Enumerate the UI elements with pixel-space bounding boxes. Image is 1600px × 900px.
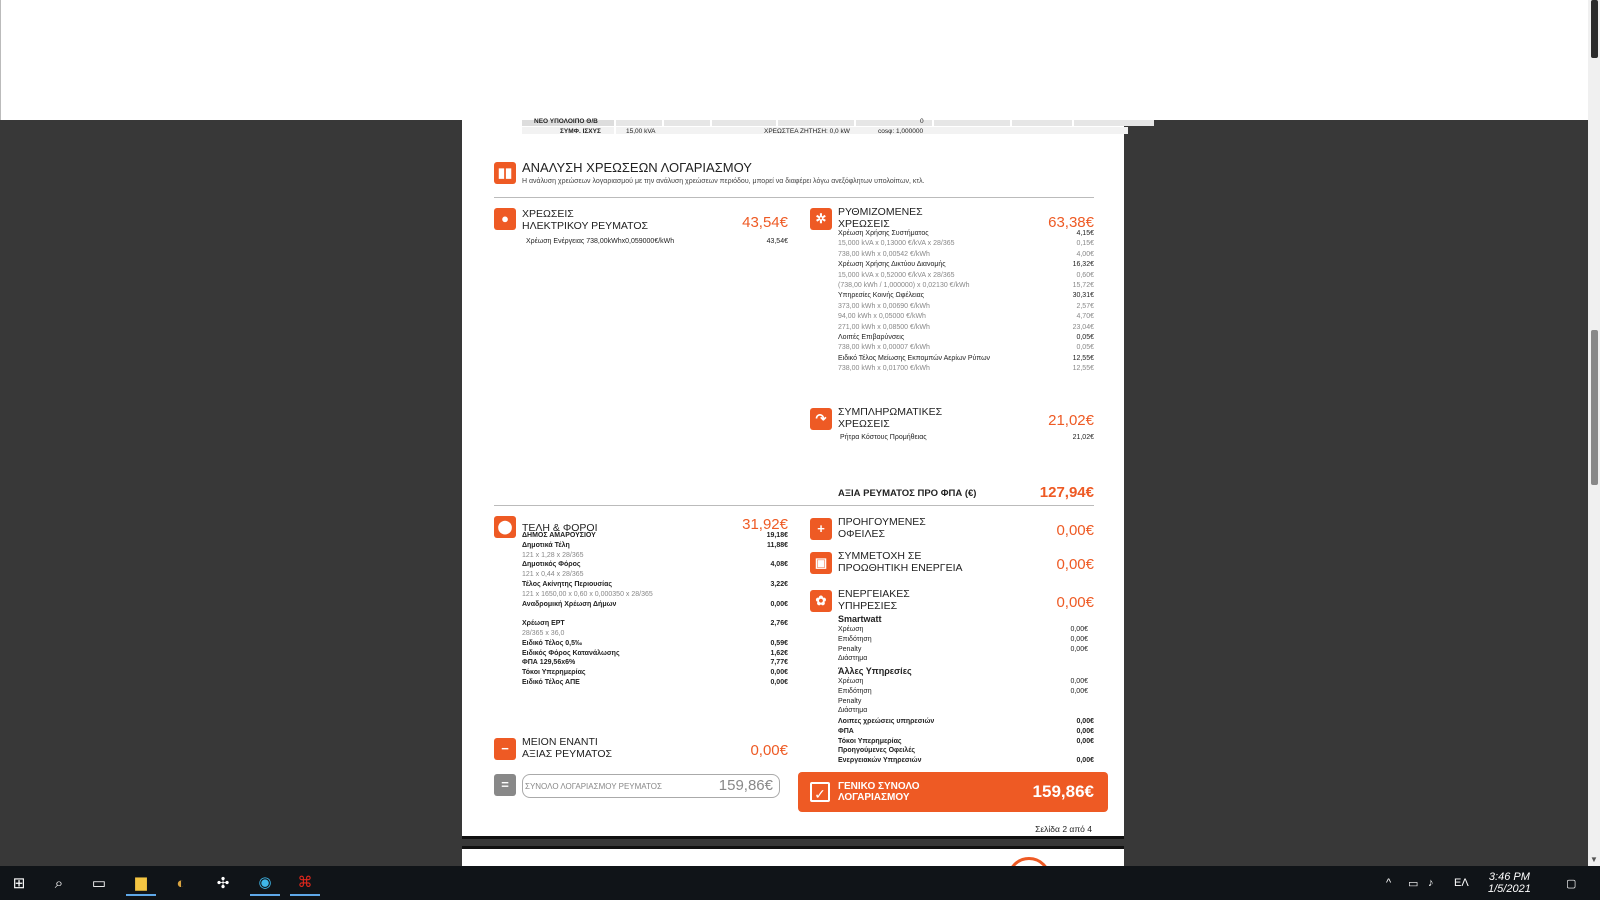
account-total-label: ΣΥΝΟΛΟ ΛΟΓΑΡΙΑΣΜΟΥ ΡΕΥΜΑΤΟΣ [525, 782, 662, 791]
location-pin-icon: ⬤ [494, 516, 516, 538]
grand-total-title-2: ΛΟΓΑΡΙΑΣΜΟΥ [838, 792, 910, 803]
line-item-label: Λοιπές Επιβαρύνσεις [838, 334, 905, 341]
value-pre-vat-label: ΑΞΙΑ ΡΕΥΜΑΤΟΣ ΠΡΟ ΦΠΑ (€) [838, 488, 977, 499]
line-item-label: Penalty [838, 645, 862, 653]
search-icon[interactable]: ⌕ [54, 874, 64, 892]
supplementary-line-value: 21,02€ [1072, 434, 1094, 441]
energy-services-title-1: ΕΝΕΡΓΕΙΑΚΕΣ [838, 588, 910, 600]
line-item-label: 28/365 x 36,0 [522, 630, 565, 637]
green-energy-amount: 0,00€ [1056, 556, 1094, 573]
line-item-value: 0,60€ [1076, 271, 1094, 279]
cog-icon: ✿ [810, 590, 832, 612]
line-item-value: 0,00€ [770, 679, 788, 686]
volume-icon[interactable]: ♪ [1428, 877, 1434, 889]
bar-chart-icon: ▮▮ [494, 162, 516, 184]
taxes-title: ΤΕΛΗ & ΦΟΡΟΙ [522, 522, 598, 534]
grand-total-amount: 159,86€ [1032, 782, 1094, 801]
line-item-label: Χρέωση [838, 678, 864, 685]
line-item-label: 738,00 kWh x 0,01700 €/kWh [838, 365, 930, 373]
notifications-icon[interactable]: ▢ [1566, 877, 1577, 890]
previous-debts-title-2: ΟΦΕΙΛΕΣ [838, 528, 885, 540]
edge-browser-icon[interactable]: ◉ [250, 870, 280, 896]
line-item-label: Ειδικό Τέλος ΑΠΕ [522, 679, 580, 686]
line-item-value: 0,59€ [770, 639, 788, 647]
line-item-value: 11,88€ [766, 541, 788, 549]
demand-value: ΧΡΕΩΣΤΕΑ ΖΗΤΗΣΗ: 0,0 kW [764, 128, 850, 135]
supplementary-amount: 21,02€ [1048, 412, 1094, 429]
line-item-label: ΔΗΜΟΣ ΑΜΑΡΟΥΣΙΟΥ [522, 532, 596, 539]
scrollbar-top-marker [1591, 0, 1598, 58]
browser-toolbar-area [0, 0, 1589, 120]
line-item-label: Επιδότηση [838, 687, 872, 695]
analysis-title: ΑΝΑΛΥΣΗ ΧΡΕΩΣΕΩΝ ΛΟΓΑΡΙΑΣΜΟΥ [522, 160, 752, 175]
lightbulb-icon: ● [494, 208, 516, 230]
line-item-value: 4,08€ [770, 561, 788, 569]
line-item-label: Διάστημα [838, 655, 868, 663]
table-row-value: 0 [920, 118, 924, 125]
line-item-value: 15,72€ [1072, 282, 1094, 289]
line-item-label: 15,000 kVA x 0,52000 €/kVA x 28/365 [838, 271, 955, 279]
app-icon[interactable]: ◐ [176, 874, 186, 892]
line-item-value: 4,15€ [1076, 230, 1094, 237]
clock-date: 1/5/2021 [1488, 883, 1531, 895]
line-item-label: 373,00 kWh x 0,00690 €/kWh [838, 302, 930, 310]
scrollbar-thumb[interactable] [1591, 330, 1598, 485]
line-item-label: Αναδρομική Χρέωση Δήμων [522, 600, 617, 608]
line-item-label: Ειδικός Φόρος Κατανάλωσης [522, 649, 620, 657]
line-item-label: 121 x 1,28 x 28/365 [522, 551, 584, 559]
line-item-value: 0,00€ [1070, 678, 1088, 685]
line-item-value: 0,00€ [1076, 718, 1094, 725]
minus-title-2: ΑΞΙΑΣ ΡΕΥΜΑΤΟΣ [522, 748, 613, 760]
line-item-label: Χρέωση Χρήσης Συστήματος [838, 230, 929, 237]
line-item-label: 738,00 kWh x 0,00542 €/kWh [838, 250, 930, 258]
cosphi-value: cosφ: 1,000000 [878, 128, 924, 135]
file-explorer-icon[interactable]: ▆ [126, 870, 156, 896]
line-item-value: 3,22€ [770, 581, 788, 588]
line-item-label: Δημοτικά Τέλη [522, 541, 570, 549]
supplementary-title-2: ΧΡΕΩΣΕΙΣ [838, 418, 890, 430]
contract-power-value: 15,00 kVA [626, 128, 656, 135]
clock-time: 3:46 PM [1488, 871, 1530, 883]
grand-total-title-1: ΓΕΝΙΚΟ ΣΥΝΟΛΟ [838, 781, 920, 792]
plus-icon: + [810, 518, 832, 540]
line-item-value: 30,31€ [1072, 292, 1094, 300]
line-item-label: Τόκοι Υπερημερίας [522, 669, 586, 677]
tray-up-chevron-icon[interactable]: ^ [1386, 877, 1392, 889]
scroll-down-arrow-icon[interactable]: ▼ [1590, 855, 1598, 864]
pdf-page-2 [462, 120, 1124, 839]
table-row [522, 120, 1154, 126]
line-item-value: 23,04€ [1072, 323, 1094, 331]
supplementary-title-1: ΣΥΜΠΛΗΡΩΜΑΤΙΚΕΣ [838, 406, 943, 418]
line-item-value: 0,00€ [1070, 687, 1088, 695]
line-item-label: 15,000 kVA x 0,13000 €/kVA x 28/365 [838, 240, 955, 248]
other-services-label: Άλλες Υπηρεσίες [838, 666, 912, 676]
network-icon[interactable]: ▭ [1408, 877, 1419, 890]
line-item-value: 0,15€ [1076, 240, 1094, 248]
line-item-value: 2,76€ [770, 620, 788, 628]
acrobat-reader-icon[interactable]: ⌘ [290, 870, 320, 896]
vertical-scrollbar[interactable] [1588, 0, 1600, 866]
line-item-value: 0,00€ [1076, 757, 1094, 765]
line-item-label: Τέλος Ακίνητης Περιουσίας [522, 581, 613, 588]
line-item-value: 0,00€ [1070, 635, 1088, 643]
divider [494, 197, 1094, 198]
regulated-title-1: ΡΥΘΜΙΖΟΜΕΝΕΣ [838, 206, 923, 218]
line-item-label: Ειδικό Τέλος 0,5‰ [522, 639, 583, 647]
clock[interactable] [1488, 866, 1531, 900]
windows-start-icon[interactable]: ⊞ [12, 875, 26, 892]
regulated-amount: 63,38€ [1048, 214, 1094, 231]
grand-total-box [798, 772, 1108, 812]
electric-title-2: ΗΛΕΚΤΡΙΚΟΥ ΡΕΥΜΑΤΟΣ [522, 220, 649, 232]
green-energy-title-1: ΣΥΜΜΕΤΟΧΗ ΣΕ [838, 550, 922, 562]
taskbar [0, 866, 1600, 900]
minus-amount: 0,00€ [750, 742, 788, 759]
green-energy-title-2: ΠΡΟΩΘΗΤΙΚΗ ΕΝΕΡΓΕΙΑ [838, 562, 963, 574]
energy-services-amount: 0,00€ [1056, 594, 1094, 611]
account-total-field [522, 774, 780, 798]
checkmark-icon: ✓ [810, 782, 830, 802]
supplementary-line-label: Ρήτρα Κόστους Προμήθειας [840, 434, 927, 441]
line-item-value: 0,00€ [770, 669, 788, 677]
line-item-label: Ενεργειακών Υπηρεσιών [838, 757, 922, 765]
minus-title-1: ΜΕΙΟΝ ΕΝΑΝΤΙ [522, 736, 598, 748]
line-item-label: 271,00 kWh x 0,08500 €/kWh [838, 323, 930, 331]
line-item-label: 94,00 kWh x 0,05000 €/kWh [838, 313, 926, 321]
line-item-label: Τόκοι Υπερημερίας [838, 737, 902, 745]
line-item-label: Υπηρεσίες Κοινής Ωφέλειας [838, 292, 925, 300]
line-item-label: 121 x 1650,00 x 0,60 x 0,000350 x 28/365 [522, 590, 653, 598]
line-item-value: 0,00€ [1076, 737, 1094, 745]
input-language[interactable]: ΕΛ [1454, 877, 1469, 889]
refresh-arrow-icon: ↷ [810, 408, 832, 430]
line-item-label: Ειδικό Τέλος Μείωσης Εκπομπών Αερίων Ρύπων [838, 354, 991, 362]
equals-icon: = [494, 774, 516, 796]
line-item-value: 0,00€ [770, 600, 788, 608]
line-item-label: Δημοτικός Φόρος [522, 561, 581, 569]
contract-power-label: ΣΥΜΦ. ΙΣΧΥΣ [560, 128, 601, 135]
analysis-subtitle: Η ανάλυση χρεώσεων λογαριασμού με την ανάλυση χρεώσεων περιόδου, μπορεί να διαφέρει λόγω ανεξόφλητων υπολοίπων, κτλ. [522, 178, 925, 185]
line-item-value: 4,00€ [1076, 250, 1094, 258]
electric-line-value: 43,54€ [766, 238, 788, 245]
electric-amount: 43,54€ [742, 214, 788, 231]
gift-icon: ▣ [810, 552, 832, 574]
line-item-label: Penalty [838, 697, 862, 705]
divider [494, 505, 1094, 506]
line-item-label: (738,00 kWh / 1,000000) x 0,02130 €/kWh [838, 282, 970, 289]
line-item-value: 7,77€ [770, 659, 788, 667]
table-row-label: ΝΕΟ ΥΠΟΛΟΙΠΟ Θ/Β [534, 118, 598, 125]
minus-icon: − [494, 738, 516, 760]
line-item-label: ΦΠΑ [838, 727, 854, 735]
page-number: Σελίδα 2 από 4 [1035, 824, 1092, 834]
line-item-label: Προηγούμενες Οφειλές [838, 747, 915, 755]
line-item-label: Επιδότηση [838, 635, 872, 643]
energy-services-title-2: ΥΠΗΡΕΣΙΕΣ [838, 600, 898, 612]
previous-debts-title-1: ΠΡΟΗΓΟΥΜΕΝΕΣ [838, 516, 926, 528]
regulated-title-2: ΧΡΕΩΣΕΙΣ [838, 218, 890, 230]
line-item-value: 1,62€ [770, 649, 788, 657]
value-pre-vat-amount: 127,94€ [1039, 484, 1094, 501]
network-tool-icon[interactable]: ✣ [216, 875, 230, 892]
line-item-value: 19,18€ [766, 532, 788, 539]
line-item-label: ΦΠΑ 129,56x6% [522, 659, 576, 667]
account-total-amount: 159,86€ [718, 777, 773, 794]
line-item-value: 12,55€ [1072, 354, 1094, 362]
line-item-label: Χρέωση Χρήσης Δικτύου Διανομής [838, 261, 946, 269]
line-item-value: 0,00€ [1070, 626, 1088, 633]
electric-line-label: Χρέωση Ενέργειας 738,00kWhx0,059000€/kWh [526, 238, 675, 245]
line-item-label: Λοιπες χρεώσεις υπηρεσιών [838, 718, 935, 725]
gear-icon: ✲ [810, 208, 832, 230]
line-item-value: 16,32€ [1072, 261, 1094, 269]
line-item-label: 121 x 0,44 x 28/365 [522, 571, 584, 579]
previous-debts-amount: 0,00€ [1056, 522, 1094, 539]
line-item-label: 738,00 kWh x 0,00007 €/kWh [838, 344, 930, 352]
task-view-icon[interactable]: ▭ [91, 875, 107, 892]
taxes-amount: 31,92€ [742, 516, 788, 533]
electric-title-1: ΧΡΕΩΣΕΙΣ [522, 208, 574, 220]
line-item-label: Χρέωση [838, 626, 864, 633]
line-item-value: 2,57€ [1076, 302, 1094, 310]
line-item-value: 4,70€ [1076, 313, 1094, 321]
smartwatt-label: Smartwatt [838, 614, 882, 624]
line-item-label: Χρέωση ΕΡΤ [522, 620, 565, 628]
line-item-label: Διάστημα [838, 707, 868, 715]
line-item-value: 12,55€ [1072, 365, 1094, 373]
line-item-value: 0,00€ [1076, 727, 1094, 735]
line-item-value: 0,05€ [1076, 344, 1094, 352]
line-item-value: 0,05€ [1076, 334, 1094, 341]
line-item-value: 0,00€ [1070, 645, 1088, 653]
